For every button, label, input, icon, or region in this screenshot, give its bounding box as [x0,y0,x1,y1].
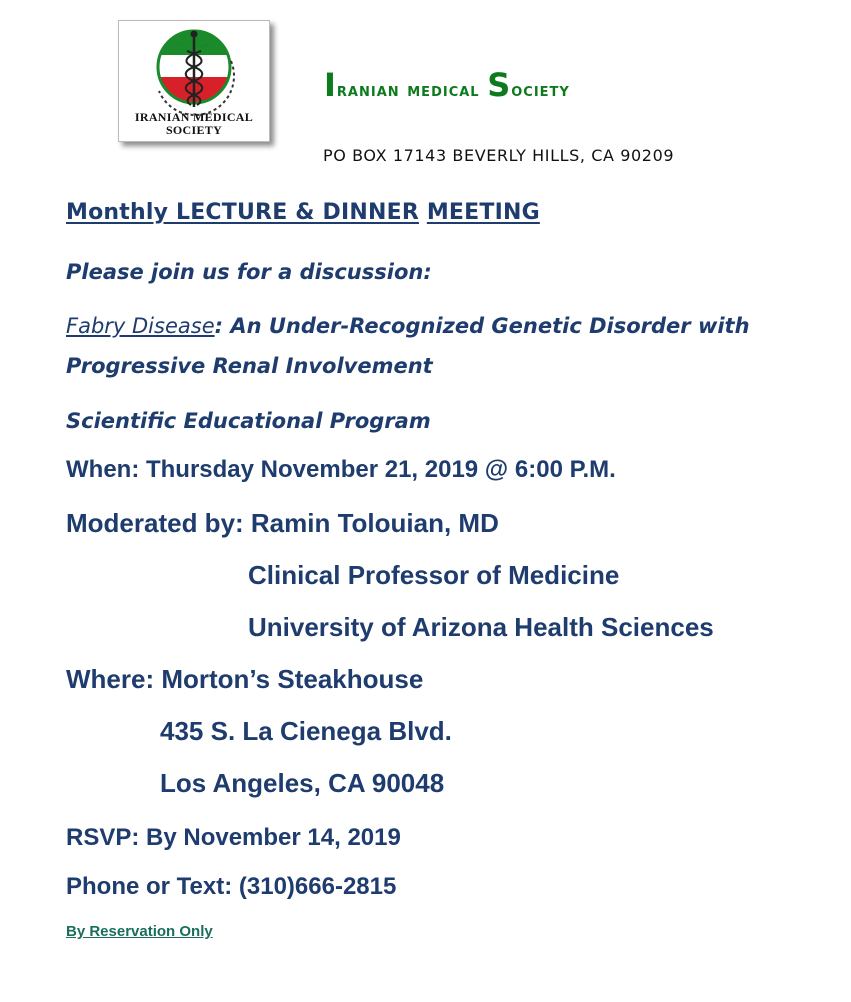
mailing-address: PO BOX 17143 BEVERLY HILLS, CA 90209 [323,146,675,165]
society-logo [118,20,270,142]
org-initial-s: S [487,66,512,104]
topic-line1 [66,306,750,346]
program-line: Scientific Educational Program [66,409,431,433]
meeting-heading-part1: Monthly LECTURE & DINNER [66,200,419,225]
moderator-title: Clinical Professor of Medicine [248,560,620,590]
topic-subtitle: : An Under-Recognized Genetic Disorder with [214,314,750,338]
org-word-society: ociety [511,79,570,101]
logo-text-line2: SOCIETY [165,123,223,137]
meeting-heading [66,200,540,225]
where-line: Where: Morton’s Steakhouse [66,664,424,694]
org-initial-i: I [324,66,337,104]
venue-address-line1: 435 S. La Cienega Blvd. [160,716,452,746]
logo-text-line1: IRANIAN MEDICAL [134,110,254,124]
phone-line: Phone or Text: (310)666-2815 [66,873,397,900]
org-word-medical: medical [407,79,488,101]
organization-name [324,66,570,104]
moderator-line: Moderated by: Ramin Tolouian, MD [66,508,499,538]
when-line: When: Thursday November 21, 2019 @ 6:00 P.M. [66,456,616,483]
topic-line2: Progressive Renal Involvement [66,354,433,378]
meeting-heading-part2: MEETING [426,200,540,225]
rsvp-line: RSVP: By November 14, 2019 [66,824,401,851]
moderator-affiliation: University of Arizona Health Sciences [248,612,714,642]
topic-disease-name: Fabry Disease [66,314,215,338]
reservation-note: By Reservation Only [66,923,213,940]
org-word-iranian: ranian [336,79,408,101]
invite-line: Please join us for a discussion: [66,260,432,284]
venue-address-line2: Los Angeles, CA 90048 [160,768,445,798]
